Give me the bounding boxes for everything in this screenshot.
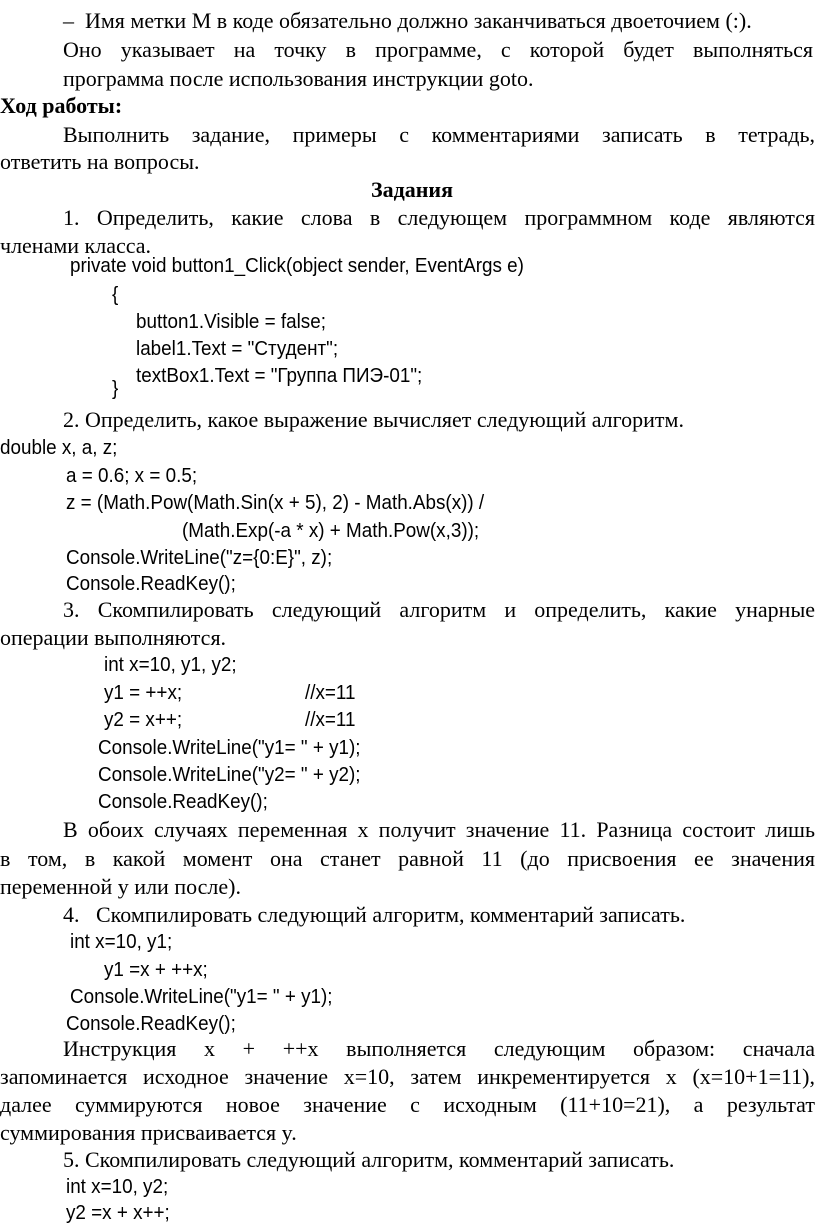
task1-line-1: 1. Определить, какие слова в следующем программном коде являются: [63, 205, 815, 230]
task4-code-line: Console.WriteLine("y1= " + y1);: [70, 985, 333, 1008]
task3-code-line: y1 = ++x;: [104, 681, 183, 704]
task4-explain-line: запоминается исходное значение x=10, затем инкрементируется x (x=10+1=11),: [0, 1064, 815, 1089]
task1-code-line: }: [112, 377, 119, 400]
tasks-heading: Задания: [371, 177, 453, 202]
task2-code-line: a = 0.6; x = 0.5;: [66, 464, 198, 487]
task4-explain-line: суммирования присваивается y.: [0, 1120, 297, 1145]
task3-code-line: int x=10, y1, y2;: [104, 653, 237, 676]
workflow-heading: Ход работы:: [0, 93, 123, 118]
task2-line-1: 2. Определить, какое выражение вычисляет следующий алгоритм.: [63, 407, 684, 432]
task3-code-line: Console.ReadKey();: [98, 790, 268, 813]
bullet-line-2: Оно указывает на точку в программе, с которой будет выполняться: [63, 37, 813, 62]
task3-code-comment: //x=11: [305, 708, 356, 731]
task4-code-line: Console.ReadKey();: [66, 1012, 236, 1035]
task2-code-line: z = (Math.Pow(Math.Sin(x + 5), 2) - Math.Abs(x)) /: [66, 491, 485, 514]
task2-code-line: double x, a, z;: [0, 436, 118, 459]
task4-code-line: y1 =x + ++x;: [104, 958, 208, 981]
bullet-line-1: – Имя метки M в коде обязательно должно заканчиваться двоеточием (:).: [63, 8, 752, 33]
task2-code-line: (Math.Exp(-a * x) + Math.Pow(x,3));: [182, 519, 480, 542]
task4-explain-line: Инструкция x + ++x выполняется следующим образом: сначала: [63, 1036, 815, 1061]
task2-code-line: Console.ReadKey();: [66, 572, 236, 595]
task3-explain-line: переменной y или после).: [0, 874, 241, 899]
task5-line-1: 5. Скомпилировать следующий алгоритм, комментарий записать.: [63, 1147, 675, 1172]
task1-line-2: членами класса.: [0, 233, 152, 258]
task3-code-line: Console.WriteLine("y2= " + y2);: [98, 763, 361, 786]
task5-code-line: int x=10, y2;: [66, 1175, 169, 1198]
workflow-line-1: Выполнить задание, примеры с комментариями записать в тетрадь,: [63, 122, 815, 147]
task3-line-1: 3. Скомпилировать следующий алгоритм и определить, какие унарные: [63, 597, 815, 622]
task1-code-line: label1.Text = "Студент";: [136, 337, 339, 360]
task5-code-line: y2 =x + x++;: [66, 1201, 170, 1224]
task3-code-line: Console.WriteLine("y1= " + y1);: [98, 736, 361, 759]
task3-explain-line: в том, в какой момент она станет равной 11 (до присвоения ее значения: [0, 846, 815, 871]
task4-explain-line: далее суммируются новое значение с исходным (11+10=21), а результат: [0, 1092, 815, 1117]
task3-code-line: y2 = x++;: [104, 708, 183, 731]
task1-code-line: private void button1_Click(object sender, EventArgs e): [70, 254, 524, 277]
task2-code-line: Console.WriteLine("z={0:E}", z);: [66, 546, 333, 569]
task4-code-line: int x=10, y1;: [70, 930, 173, 953]
task1-code-line: textBox1.Text = "Группа ПИЭ-01";: [136, 364, 423, 387]
task3-explain-line: В обоих случаях переменная x получит значение 11. Разница состоит лишь: [63, 817, 815, 842]
bullet-line-3: программа после использования инструкции goto.: [63, 66, 534, 91]
workflow-line-2: ответить на вопросы.: [0, 149, 200, 174]
task1-code-line: button1.Visible = false;: [136, 310, 326, 333]
task3-line-2: операции выполняются.: [0, 625, 227, 650]
task3-code-comment: //x=11: [305, 681, 356, 704]
task1-code-line: {: [112, 283, 119, 306]
task4-line-1: 4. Скомпилировать следующий алгоритм, комментарий записать.: [63, 902, 686, 927]
